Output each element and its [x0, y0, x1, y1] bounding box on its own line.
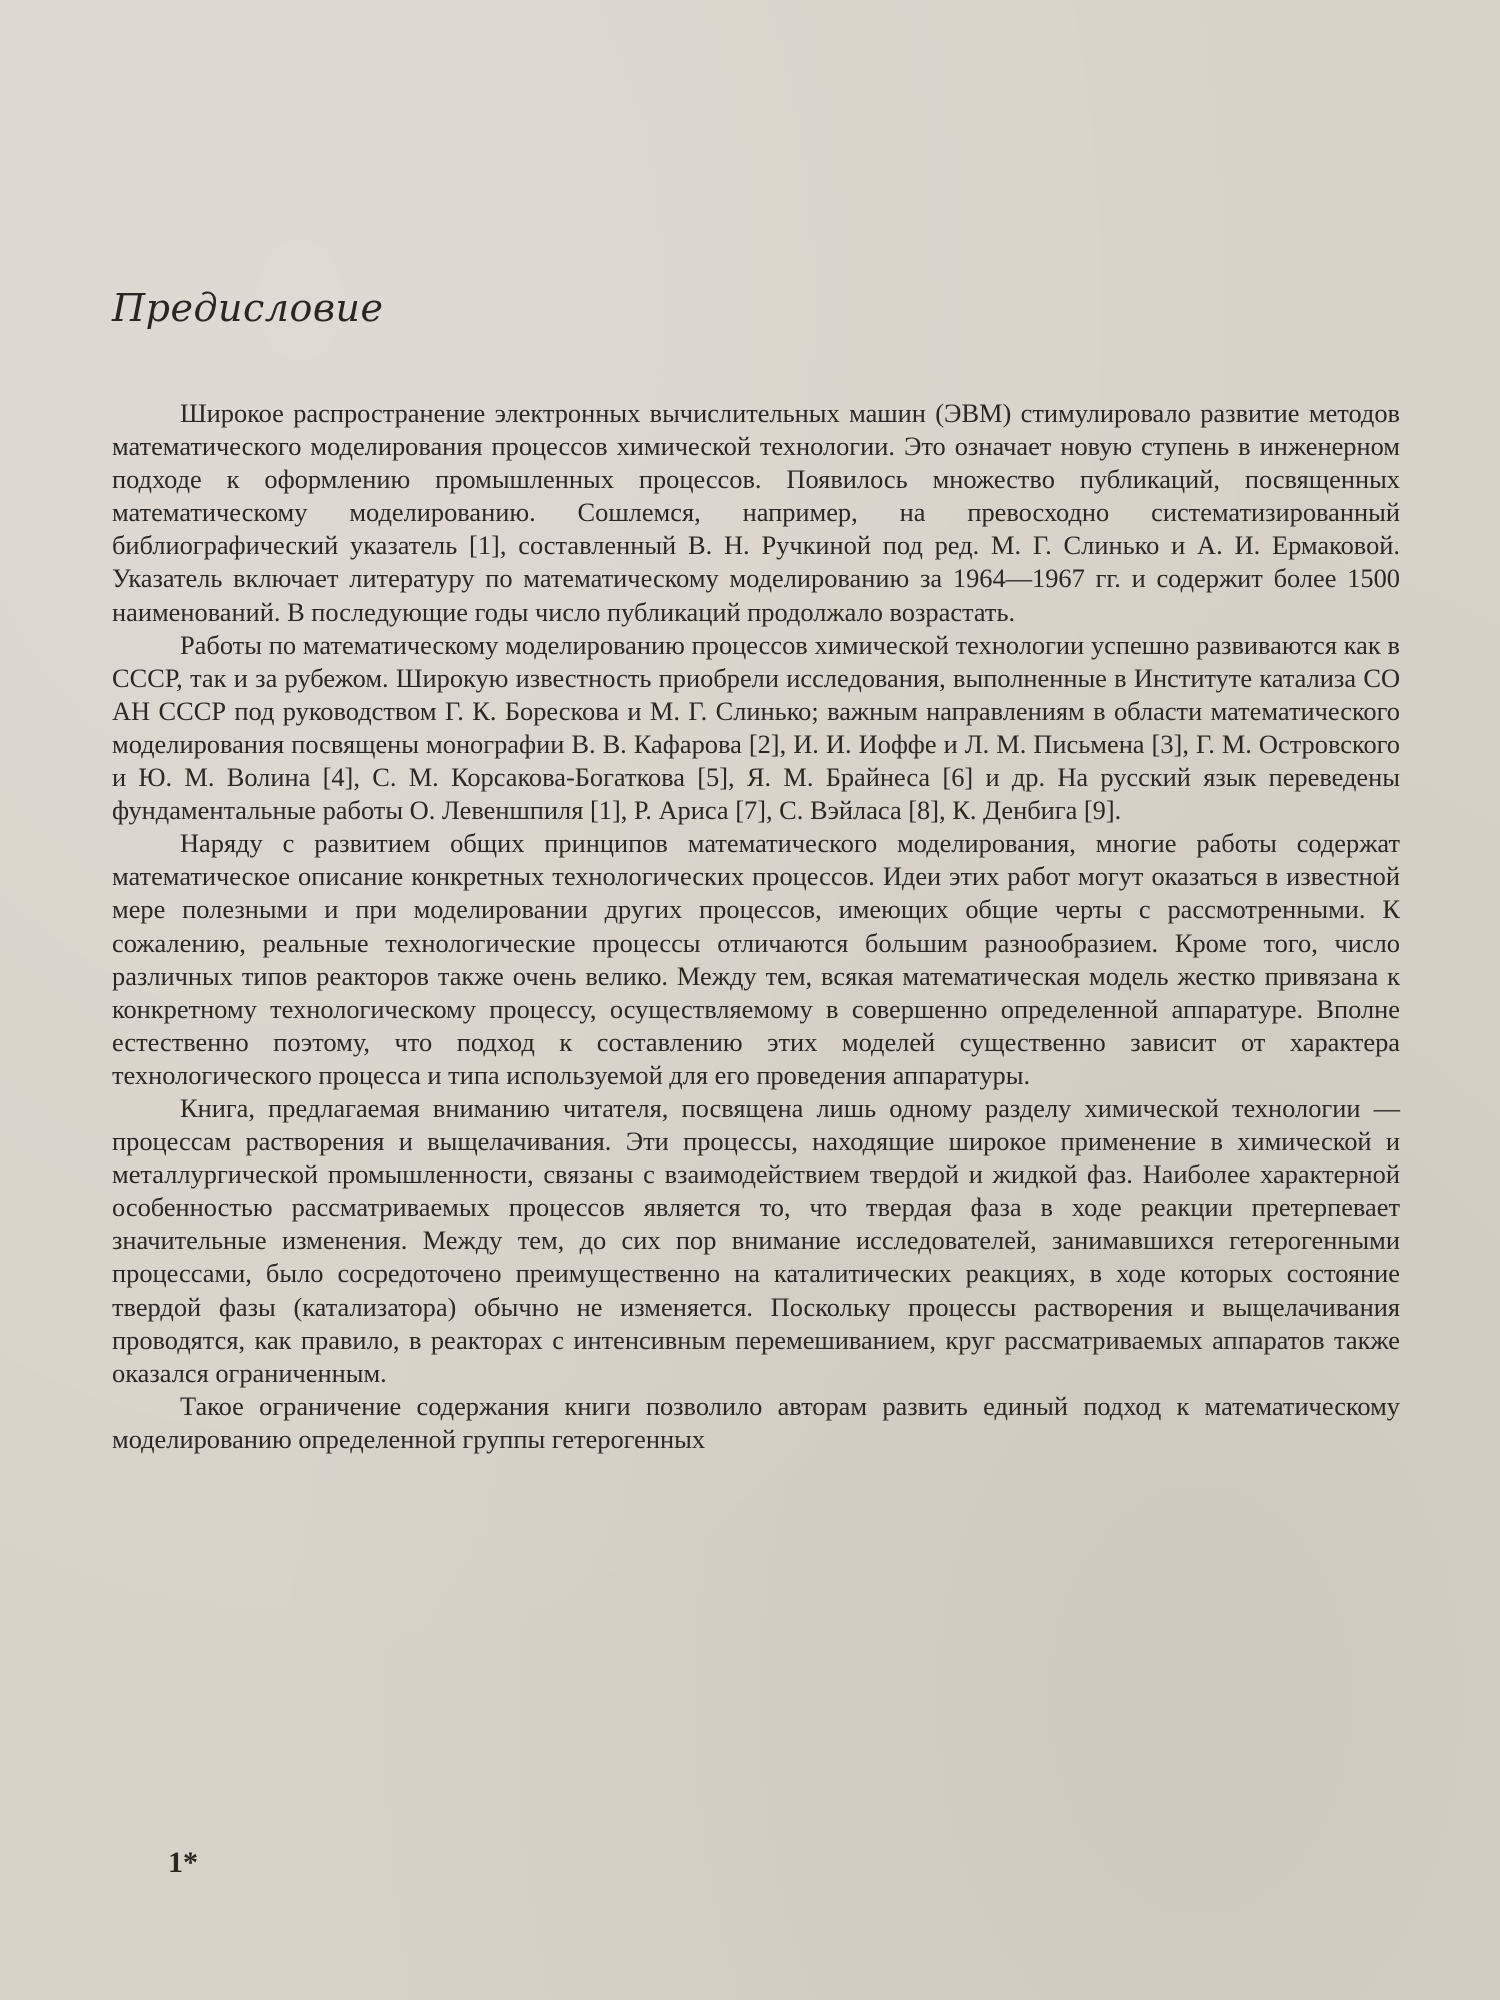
- signature-mark: 1*: [168, 1846, 198, 1879]
- section-heading: Предисловие: [112, 286, 384, 330]
- paragraph-5: Такое ограничение содержания книги позволило авторам развить единый подход к математическому моделированию определенной группы гетерогенных: [112, 1390, 1400, 1454]
- paragraph-1: Широкое распространение электронных вычислительных машин (ЭВМ) стимулировало развитие методов математического моделирования процессов химической технологии. Это означает новую ступень в инженерном подходе к оформлению промышленных процессов. Появилось множество публикаций, посвященных математическому моделированию. Сошлемся, например, на превосходно систематизированный библиографический указатель [1], составленный В. Н. Ручкиной под ред. М. Г. Слинько и А. И. Ермаковой. Указатель включает литературу по математическому моделированию за 1964—1967 гг. и содержит более 1500 наименований. В последующие годы число публикаций продолжало возрастать.: [112, 398, 1400, 627]
- paragraph-2: Работы по математическому моделированию процессов химической технологии успешно развиваются как в СССР, так и за рубежом. Широкую известность приобрели исследования, выполненные в Институте катализа СО АН СССР под руководством Г. К. Борескова и М. Г. Слинько; важным направлениям в области математического моделирования посвящены монографии В. В. Кафарова [2], И. И. Иоффе и Л. М. Письмена [3], Г. М. Островского и Ю. М. Волина [4], С. М. Корсакова-Богаткова [5], Я. М. Брайнеса [6] и др. На русский язык переведены фундаментальные работы О. Левеншпиля [1], Р. Ариса [7], С. Вэйласа [8], К. Денбига [9].: [112, 629, 1400, 826]
- body-text: [112, 397, 1400, 1456]
- paragraph-3: Наряду с развитием общих принципов математического моделирования, многие работы содержат математическое описание конкретных технологических процессов. Идеи этих работ могут оказаться в известной мере полезными и при моделировании других процессов, имеющих общие черты с рассмотренными. К сожалению, реальные технологические процессы отличаются большим разнообразием. Кроме того, число различных типов реакторов также очень велико. Между тем, всякая математическая модель жестко привязана к конкретному технологическому процессу, осуществляемому в совершенно определенной аппаратуре. Вполне естественно поэтому, что подход к составлению этих моделей существенно зависит от характера технологического процесса и типа используемой для его проведения аппаратуры.: [112, 828, 1400, 1090]
- paragraph-4: Книга, предлагаемая вниманию читателя, посвящена лишь одному разделу химической технологии — процессам растворения и выщелачивания. Эти процессы, находящие широкое применение в химической и металлургической промышленности, связаны с взаимодействием твердой и жидкой фаз. Наиболее характерной особенностью рассматриваемых процессов является то, что твердая фаза в ходе реакции претерпевает значительные изменения. Между тем, до сих пор внимание исследователей, занимавшихся гетерогенными процессами, было сосредоточено преимущественно на каталитических реакциях, в ходе которых состояние твердой фазы (катализатора) обычно не изменяется. Поскольку процессы растворения и выщелачивания проводятся, как правило, в реакторах с интенсивным перемешиванием, круг рассматриваемых аппаратов также оказался ограниченным.: [112, 1092, 1400, 1388]
